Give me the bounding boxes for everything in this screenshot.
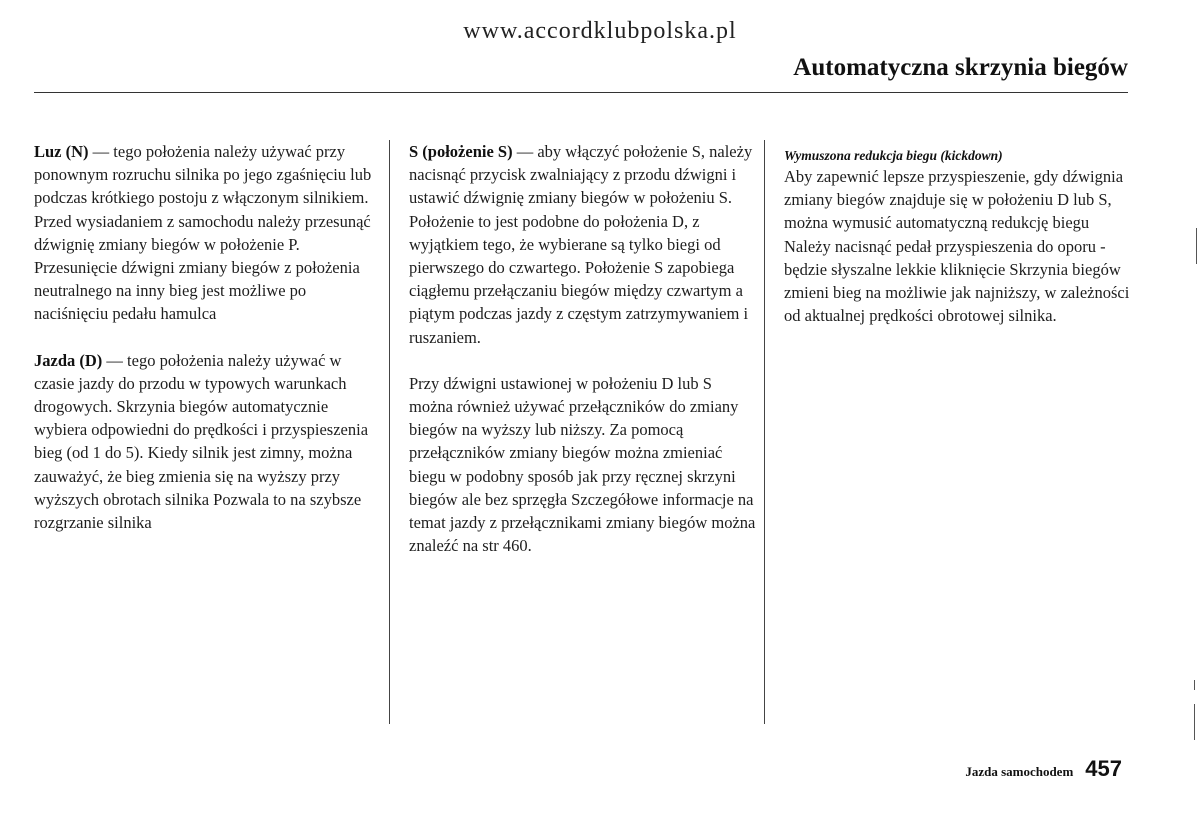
term-drive: Jazda (D) [34, 350, 103, 370]
column-divider [764, 140, 765, 724]
kickdown-heading: Wymuszona redukcja biegu (kickdown) [784, 148, 1003, 163]
site-url-watermark: www.accordklubpolska.pl [463, 18, 737, 44]
margin-mark [1194, 704, 1195, 740]
footer-section-name: Jazda samochodem [965, 764, 1074, 779]
text-column-3 [784, 140, 1134, 350]
column-divider [389, 140, 390, 724]
page-section-title: Automatyczna skrzynia biegów [793, 54, 1128, 81]
header-divider [34, 92, 1128, 93]
paragraph-neutral [34, 140, 384, 326]
text-column-2 [409, 140, 759, 580]
margin-mark [1194, 680, 1195, 690]
paragraph-neutral-text: — tego położenia należy używać przy ponownym rozruchu silnika po jego zgaśnięciu lub podczas krótkiego postoju z włączonym silnikiem. Przed wysiadaniem z samochodu należy przesunąć dźwignię zmiany biegów w położenie P. Przesunięcie dźwigni zmiany biegów z położenia neutralnego na inny bieg jest możliwe po naciśnięciu pedału hamulca [34, 142, 372, 324]
paragraph-paddle-shifters: Przy dźwigni ustawionej w położeniu D lub S można również używać przełączników do zmiany biegów na wyższy lub niższy. Za pomocą przełączników zmiany biegów można zmieniać biegu w podobny sposób jak przy ręcznej skrzyni biegów ale bez sprzęgła Szczegółowe informacje na temat jazdy z przełącznikami zmiany biegów można znaleźć na str 460. [409, 373, 756, 556]
margin-mark [1196, 228, 1197, 264]
term-sport: S (położenie S) [409, 142, 513, 161]
paragraph-sport-text: — aby włączyć położenie S, należy nacisnąć przycisk zwalniający z przodu dźwigni i ustawić dźwignię zmiany biegów w położeniu S. Położenie to jest podobne do położenia D, z wyjątkiem tego, że wybierane są tylko biegi od pierwszego do czwartego. Położenie S zapobiega ciągłemu przełączaniu biegów między czwartym a piątym podczas jazdy z częstym zatrzymywaniem i ruszaniem. [409, 142, 753, 347]
paragraph-kickdown: Aby zapewnić lepsze przyspieszenie, gdy dźwignia zmiany biegów znajduje się w położeniu D lub S, można wymusić automatyczną redukcję biegu Należy nacisnąć pedał przyspieszenia do oporu - będzie słyszalne lekkie kliknięcie Skrzynia biegów zmieni bieg na możliwie jak najniższy, w zależności od aktualnej prędkości obrotowej silnika. [784, 167, 1130, 326]
paragraph-sport [409, 140, 759, 349]
page-number: 457 [1085, 756, 1122, 781]
paragraph-drive [34, 349, 384, 535]
paragraph-drive-text: — tego położenia należy używać w czasie jazdy do przodu w typowych warunkach drogowych. Skrzynia biegów automatycznie wybiera odpowiedni do prędkości i przyspieszenia bieg (od 1 do 5). Kiedy silnik jest zimny, można zauważyć, że bieg zmienia się na wyższy przy wyższych obrotach silnika Pozwala to na szybsze rozgrzanie silnika [34, 350, 369, 533]
text-column-1 [34, 140, 384, 557]
term-neutral: Luz (N) [34, 142, 89, 161]
page-footer [965, 756, 1122, 782]
